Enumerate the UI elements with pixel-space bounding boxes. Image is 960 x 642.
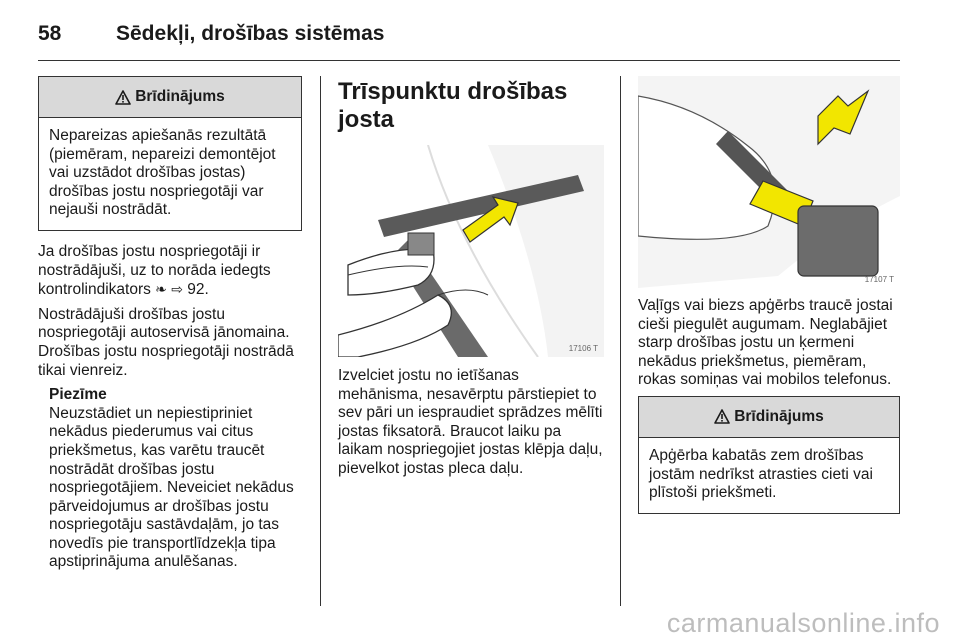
paragraph-replacement: Nostrādājuši drošības jostu nospriegotāji autoservisā jānomaina. Drošības jostu nospriegotāji nostrādā tikai vienreiz. [38, 305, 294, 379]
warning-title: Brīdinājums [135, 87, 225, 105]
seatbelt-fastening-illustration [338, 145, 604, 357]
section-heading: Trīspunktu drošības josta [338, 78, 568, 133]
right-column [638, 297, 900, 514]
note-title: Piezīme [49, 386, 107, 404]
warning-box [38, 76, 302, 231]
warning-header [639, 397, 899, 438]
page-number: 58 [38, 22, 62, 45]
chapter-title: Sēdekļi, drošības sistēmas [116, 22, 385, 45]
warning-header [39, 77, 301, 118]
warning-title: Brīdinājums [734, 407, 824, 425]
illustration-code: 17107 T [864, 275, 894, 284]
warning-text: Apģērba kabatās zem drošības jostām nedrīkst atrasties cieti vai plīstoši priekšmeti. [649, 446, 873, 502]
paragraph-text: Ja drošības jostu nospriegotāji ir nostrādājuši, uz to norāda iedegts kontrolindikators [38, 242, 271, 299]
left-column [38, 76, 302, 572]
note-text: Neuzstādiet un nepiestipriniet nekādus piederumus vai citus priekšmetus, kas varētu traucēt nostrādāt drošības jostu nospriegotājiem. Neveiciet nekādus pārveidojumus ar drošības jostu nospriegotāju sastāvdaļām, jo tas novedīs pie transportlīdzekļa tipa apstiprinājuma anulēšanas. [49, 404, 294, 571]
belt-buckle-illustration [638, 76, 900, 288]
seatbelt-fastening-drawing [338, 145, 604, 357]
clothing-advice: Vaļīgs vai biezs apģērbs traucē jostai cieši piegulēt augumam. Neglabājiet starp drošības jostu un ķermeni nekādus priekšmetus, piemēram, rokas somiņas vai mobilos telefonus. [638, 297, 893, 389]
fastening-instructions: Izvelciet jostu no ietīšanas mehānisma, nesavērptu pārstiepiet to sev pāri un iespraudiet sprādzes mēlīti jostas fiksatorā. Braucot laiku pa laikam nospriegojiet jostas klēpja daļu, pievelkot jostas pleca daļu. [338, 367, 603, 477]
column-divider-right [620, 76, 621, 606]
middle-text-block [338, 367, 604, 485]
page-header [38, 16, 900, 61]
warning-text: Nepareizas apiešanās rezultātā (piemēram, nepareizi demontējot vai uzstādot drošības jostas) drošības jostu nospriegotāji var nejauši nostrādāt. [49, 127, 276, 219]
watermark: carmanualsonline.info [666, 608, 940, 638]
warning-triangle-icon [115, 90, 131, 105]
page-reference[interactable]: 92. [187, 281, 209, 299]
column-divider-left [320, 76, 321, 606]
warning-triangle-icon [714, 409, 730, 424]
tensioner-indicator-icon: ❧ [155, 281, 167, 298]
note-block [38, 386, 302, 572]
page-reference-icon: ⇨ [171, 281, 183, 298]
illustration-code: 17106 T [568, 344, 598, 353]
paragraph-indicator [38, 243, 302, 300]
belt-buckle-drawing [638, 76, 900, 288]
warning-box [638, 396, 900, 514]
